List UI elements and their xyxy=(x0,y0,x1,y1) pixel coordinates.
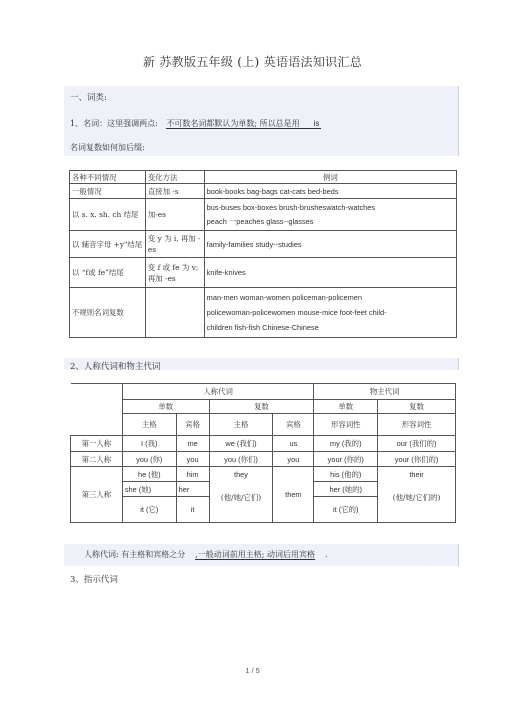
h-adj: 形容词性 xyxy=(314,414,378,436)
h-obj: 宾格 xyxy=(176,414,209,436)
row-method: 变 f 或 fe 为 v; 再加 -es xyxy=(145,258,204,288)
note-end: . xyxy=(325,550,328,559)
table-header-row xyxy=(70,171,457,184)
example-line: man-men woman-women policeman-policemen xyxy=(206,293,362,302)
they-cell xyxy=(209,467,273,523)
row-method: 加-es xyxy=(145,199,204,231)
pronoun-cell: us xyxy=(273,436,314,452)
pronoun-cell: he (他) xyxy=(122,467,176,482)
table-row xyxy=(70,258,457,288)
pronoun-cell: she (她) xyxy=(122,482,176,497)
noun-line-is: is xyxy=(300,119,322,129)
example-line: bus-buses box-boxes brush-brusheswatch-watches xyxy=(206,202,376,212)
row-method xyxy=(145,288,204,338)
pronoun-cell: your (你的) xyxy=(314,452,378,467)
pronoun-cell: your (你们的) xyxy=(378,452,456,467)
person-label: 第二人称 xyxy=(71,452,123,467)
plural-intro: 名词复数如何加后缀: xyxy=(70,143,145,152)
pronoun-cell: it (它) xyxy=(122,497,176,523)
pronoun-cell: you (你们) xyxy=(209,452,273,467)
h-subj: 主格 xyxy=(122,414,176,436)
section2-heading: 2、人称代词和物主代词 xyxy=(70,362,161,372)
pronoun-cell: it (它的) xyxy=(314,497,378,523)
corner-cell xyxy=(71,384,123,436)
pronoun-cell: you xyxy=(273,452,314,467)
table-row xyxy=(70,199,457,231)
noun-line xyxy=(70,118,321,129)
header-method: 变化方法 xyxy=(145,171,204,184)
row-case: 不规则名词复数 xyxy=(70,288,146,338)
noun-line-main: 不可数名词都默认为单数; 所以总是用 xyxy=(166,119,300,128)
pronoun-cell: we (我们) xyxy=(209,436,273,452)
pronoun-cell: his (他的) xyxy=(314,467,378,482)
pronoun-table xyxy=(70,383,456,523)
note-main: ,一般动词前用主格; 动词后用宾格 xyxy=(195,550,316,559)
row-case: 以 辅音字母 +y"结尾 xyxy=(70,231,146,258)
sub-plural: 复数 xyxy=(209,400,314,414)
page-number: 1 / 5 xyxy=(245,666,260,675)
h-subj2: 主格 xyxy=(209,414,273,436)
row-case: 以 s. x. sh. ch 结尾 xyxy=(70,199,146,231)
pronoun-cell: I (我) xyxy=(122,436,176,452)
example-line: children fish-fish Chinese-Chinese xyxy=(206,323,319,332)
pronoun-cell: her xyxy=(176,482,209,497)
row-method: 直接加 -s xyxy=(145,184,204,199)
they-cn-text: (他/她/它们) xyxy=(220,493,262,502)
person-label: 第三人称 xyxy=(71,467,123,523)
example-line: peach 一peaches glass--glasses xyxy=(206,216,314,226)
table-row xyxy=(70,184,457,199)
row-case: 以 “f或 fe”结尾 xyxy=(70,258,146,288)
group-personal: 人称代词 xyxy=(122,384,314,400)
row-examples: knife-knives xyxy=(204,258,456,288)
note-line xyxy=(84,549,328,560)
pronoun-cell: me xyxy=(176,436,209,452)
page-title: 新 苏教版五年级 (上) 英语语法知识汇总 xyxy=(142,55,363,69)
section1-heading: 一、词类: xyxy=(70,93,107,103)
table-row xyxy=(71,467,456,482)
note-prefix: 人称代词: 有主格和宾格之分 xyxy=(84,550,186,559)
noun-line-prefix: 1、名词：这里强调两点: xyxy=(70,119,158,128)
pronoun-cell: it xyxy=(176,497,209,523)
plural-table xyxy=(69,170,457,338)
h-obj2: 宾格 xyxy=(273,414,314,436)
row-examples: family-families study--studies xyxy=(204,231,456,258)
pronoun-cell: him xyxy=(176,467,209,482)
person-label: 第一人称 xyxy=(71,436,123,452)
their-text: their xyxy=(409,470,424,479)
table-row xyxy=(71,452,456,467)
pronoun-cell: them xyxy=(273,467,314,523)
their-cn-text: (他/她/它们的) xyxy=(392,493,441,502)
sub-plural2: 复数 xyxy=(378,400,456,414)
h-adj2: 形容词性 xyxy=(378,414,456,436)
sub-singular: 单数 xyxy=(122,400,209,414)
sub-singular2: 单数 xyxy=(314,400,378,414)
example-line: policewoman-policewomen mouse-mice foot-feet child- xyxy=(206,308,387,317)
they-text: they xyxy=(234,470,248,479)
pronoun-cell: you xyxy=(176,452,209,467)
table-row xyxy=(70,231,457,258)
pronoun-cell: our (我们的) xyxy=(378,436,456,452)
pronoun-cell: her (她的) xyxy=(314,482,378,497)
row-examples: book-books bag-bags cat-cats bed-beds xyxy=(204,184,456,199)
row-method: 变 y 为 i, 再加 -es xyxy=(145,231,204,258)
group-possessive: 物主代词 xyxy=(314,384,456,400)
section3-heading: 3、指示代词 xyxy=(70,575,118,585)
table-row xyxy=(70,288,457,338)
pronoun-cell: you (你) xyxy=(122,452,176,467)
table-row xyxy=(71,436,456,452)
pronoun-cell: my (我的) xyxy=(314,436,378,452)
header-examples: 例词 xyxy=(204,171,456,184)
row-examples xyxy=(204,199,456,231)
row-case: 一般情况 xyxy=(70,184,146,199)
row-examples xyxy=(204,288,456,338)
their-cell xyxy=(378,467,456,523)
header-case: 各种不同情况 xyxy=(70,171,146,184)
